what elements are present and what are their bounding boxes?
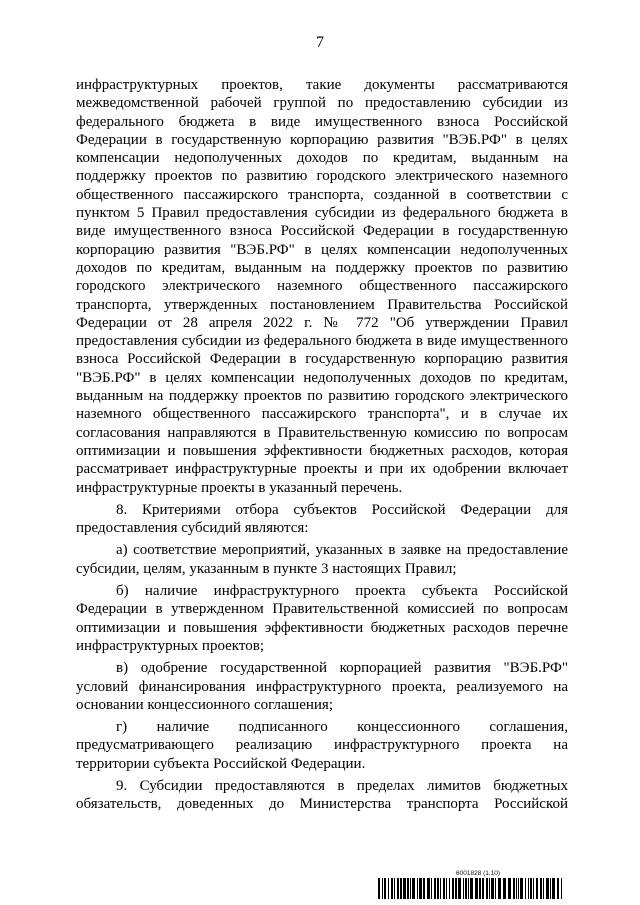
paragraph-item-8: 8. Критериями отбора субъектов Российской Федерации для предоставления субсидий являются: <box>76 501 568 537</box>
page-number: 7 <box>316 34 324 51</box>
paragraph-continuation: инфраструктурных проектов, такие документы рассматриваются межведомственной рабочей группой по предоставлению субсидии из федерального бюджета в виде имущественного взноса Российской Федерации в государственную корпорацию развития "ВЭБ.РФ" в целях компенсации недополученных доходов по кредитам, выданным на поддержку проектов по развитию городского электрического наземного общественного пассажирского транспорта, созданной в соответствии с пунктом 5 Правил предоставления субсидии из федерального бюджета в виде имущественного взноса Российской Федерации в государственную корпорацию развития "ВЭБ.РФ" в целях компенсации недополученных доходов по кредитам, выданным на поддержку проектов по развитию городского электрического наземного общественного пассажирского транспорта, утвержденных постановлением Правительства Российской Федерации от 28 апреля 2022 г. № 772 "Об утверждении Правил предоставления субсидии из федерального бюджета в виде имущественного взноса Российской Федерации в государственную корпорацию развития "ВЭБ.РФ" в целях компенсации недополученных доходов по кредитам, выданным на поддержку проектов по развитию городского электрического наземного общественного пассажирского транспорта", и в случае их согласования направляются в Правительственную комиссию по вопросам оптимизации и повышения эффективности бюджетных расходов, которая рассматривает инфраструктурные проекты и при их одобрении включает инфраструктурные проекты в указанный перечень. <box>76 77 568 496</box>
paragraph-item-8g: г) наличие подписанного концессионного соглашения, предусматривающего реализацию инфраструктурного проекта на территории субъекта Российской Федерации. <box>76 719 568 772</box>
paragraph-item-8a: а) соответствие мероприятий, указанных в заявке на предоставление субсидии, целям, указанным в пункте 3 настоящих Правил; <box>76 542 568 577</box>
paragraph-item-8b: б) наличие инфраструктурного проекта субъекта Российской Федерации в утвержденном Правительственной комиссией по вопросам оптимизации и повышения эффективности бюджетных расходов перечне инфраструктурных проектов; <box>76 583 568 654</box>
paragraph-item-9: 9. Субсидии предоставляются в пределах лимитов бюджетных обязательств, доведенных до Министерства транспорта Российской <box>76 777 568 813</box>
barcode-gap <box>562 878 564 899</box>
barcode-image <box>378 878 567 899</box>
document-body <box>76 76 568 814</box>
barcode-label: 6001828 (1.10) <box>456 870 501 877</box>
paragraph-item-8v: в) одобрение государственной корпорацией развития "ВЭБ.РФ" условий финансирования инфраструктурного проекта, реализуемого на основании концессионного соглашения; <box>76 660 568 713</box>
